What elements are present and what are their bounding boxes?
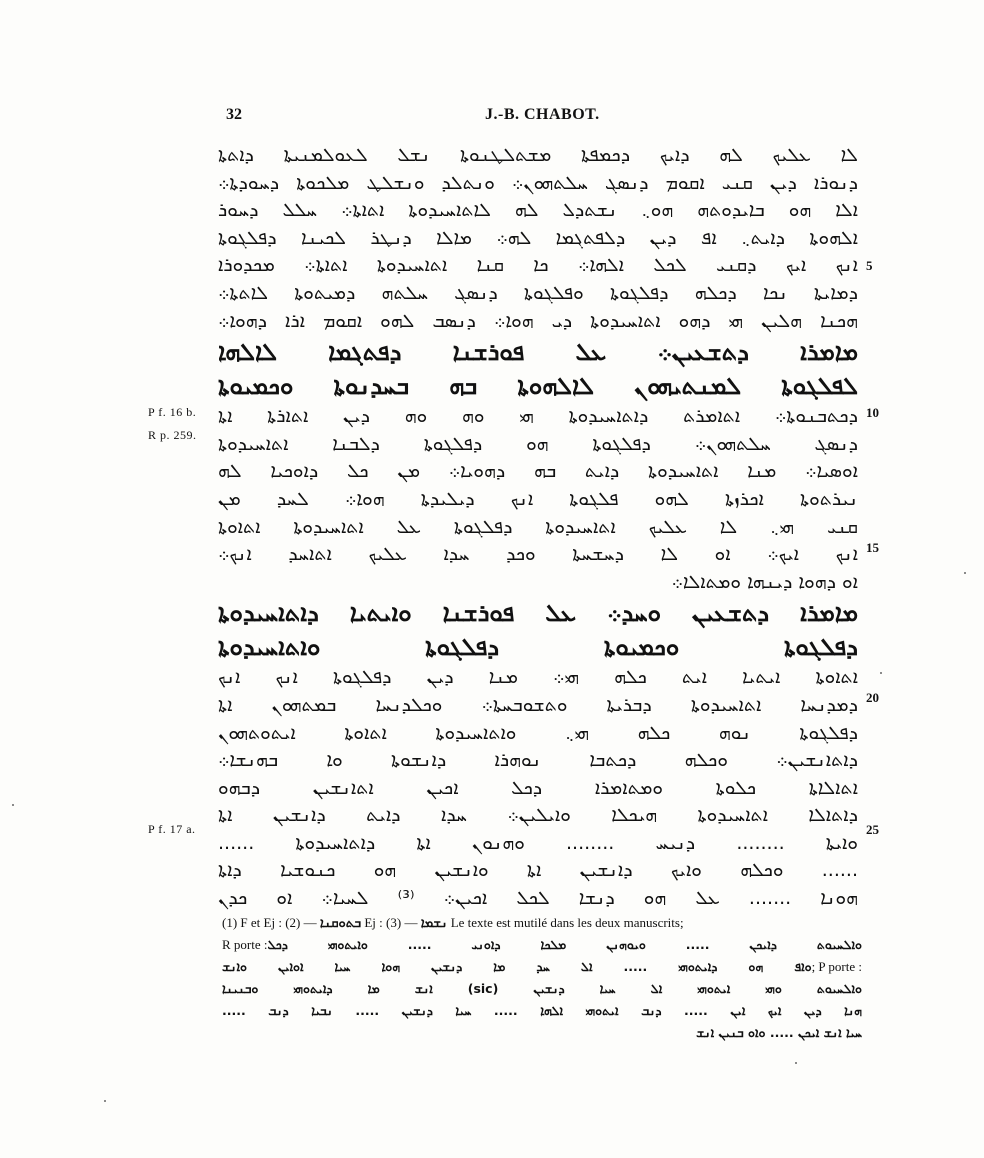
syriac-text-block <box>218 142 858 913</box>
footnote-variant: ܒܬܘܩܢܐ <box>319 916 362 931</box>
footnote-line <box>222 912 862 934</box>
margin-note: P f. 16 b. <box>148 405 197 419</box>
chapter-heading-line: ܠܦܠܓܘܬܐ ܠܡܢܬܝܗܘܢ ܠܐܠܗܘܬܐ ܒܗ ܒܚܕܢܘܬܐ ܘܟܡܝܘܬܐ <box>218 372 858 401</box>
text-line: ܐܠܗܘܬܐ ܕܐܝܬ܆ ܐܦ ܕܝܢ ܕܠܦܬܓܡܐ ܠܗ܀ ܡܐܠܐ ܕܢܛܪ ܠܟܝܢܐ ܕܦܠܓܘܬܐ <box>218 226 858 249</box>
text-line: ܐܬܐܠܐܬܐ ܟܠܘܬܐ ܘܡܬܐܡܪܐ ܕܟܠ ܐܟܝܢ ܐܬܐܢܫܝܢ ܕܒܗܘ <box>218 776 858 799</box>
footnote-variant: ܗܢܐ ܕܝܢ ܐܝܟ ܐܝܢ ..... ܕܢܒ ܐܝܬܘܗܝ ܐܠܗܐ ..... ܚܝܐ ܕܢܫܝܢ ..... ܢܒܝܐ ܕܢܒ ..... <box>222 1003 862 1018</box>
margin-note: P f. 17 a. <box>148 822 196 836</box>
text-line: ܠܐ ܥܠܝܟ ܠܗ ܕܐܝܟ ܕܟܡܦܬܐ ܡܫܬܠܛܢܘܬܐ ܢܫܠ ܠܥܘܠܡܢܝܬܐ ܕܐܬܬܐ <box>218 144 858 166</box>
scan-speck <box>104 1100 106 1102</box>
text-line: ܘܐܝܬܐ ........ ܕܢܝܚ ........ ܘܗܢܘܢ ܐܬܐ ܕܐܬܐܚܝܕܘܬܐ ...... <box>218 831 858 854</box>
text-line: ...... ܘܟܠܗ ܘܐܝܟ ܕܐܢܫܝܢ ܐܬܐ ܘܐܢܫܝܢ ܗܘ ܟܢܘܫܝܐ ܕܐܬܐ <box>218 859 858 882</box>
text-line: ܐܘ ܕܗܘܐ ܕܝܢܗܐ ܘܡܬܐܠܐ܀ <box>671 570 858 593</box>
line-number: 25 <box>866 822 879 837</box>
footnote-variant: ܚܝܐ ܐܢܫ ܐܝܟܢ ..... ܘܐܘ ܒܢܝܢ ܐܢܫ <box>696 1025 862 1040</box>
text-line: ܐܬܐܘܬܐ ܐܝܬܝܐ ܐܝܬ ܟܠܗ ܗܝ܀ ܡܢܐ ܕܝܢ ܕܦܠܓܘܬܐ ܐܢܟ ܐܢܟ <box>218 666 858 689</box>
footnote-variant: ܘܐܠܚܝܘܬ ܘܗܝ ܐܝܬܘܗܝ ܐܠ ܚܝܐ ܕܢܫܝܢ (sic) ܐܢܫ ܡܐ ܕܐܝܬܘܗܝ ܘܒܢܝܢܐ <box>222 981 862 996</box>
chapter-heading-line: ܡܐܡܪܐ ܕܬܫܥܝܢ܀ ܥܠ ܦܘܪܫܢܐ ܕܦܬܓܡܐ ܠܐܠܗܐ <box>218 338 858 367</box>
footnote-text: — (3) Le texte est mutilé dans les deux manuscrits; <box>386 915 684 930</box>
text-line: ܕܢܘܪܐ ܕܝܢ ܩܢܝ ܐܩܘܡ ܕܢܣܓ ܚܠܬܗܘܢ܀ ܘܢܬܠܕ ܘܢܫܠܛ ܡܠܟܘܬܐ ܕܚܘܕܬܐ܀ <box>218 171 858 194</box>
running-head: J.-B. CHABOT. <box>485 106 600 123</box>
text-line: ܕܡܕܢܚܐ ܐܬܐܚܝܕܘܬܐ ܕܒܪܝܬܐ ܘܬܫܘܒܚܬܐ܀ ܘܟܠܕܢܚܐ ܒܡܬܗܘܢ ܐܬܐ <box>218 693 858 716</box>
footnote-text: R porte : <box>222 937 268 952</box>
text-line: ܐܘܣܝܐ܀ ܡܢܐ ܐܬܐܚܝܕܘܬܐ ܕܐܝܬ ܒܗ ܕܗܘܝܐ܀ ܡܢ ܟܠ ܕܐܘܟܝܐ ܠܗ <box>218 460 858 483</box>
text-line: ܐܠܐ ܗܘ ܒܐܝܕܘܬܗ ܗܘ܆ ܢܫܬܕܠ ܠܗ ܠܐܬܐܚܝܕܘܬܐ ܐܬܐܬܐ܀ ܚܠܠ ܕܚܘܪ <box>218 199 858 222</box>
page-header <box>0 106 984 128</box>
text-line: ܢܝܪܬܘܬܐ ܐܟܪܙܬܐ ܠܗܘ ܦܠܓܘܬܐ ܐܢܟ ܕܝܠܝܕܬܐ ܗܘܐ܀ ܠܚܕ ܡܢ <box>218 487 858 510</box>
text-line: ܩܢܝ ܗܝ܆ ܠܐ ܥܠܝܟ ܐܬܐܚܝܕܘܬܐ ܕܦܠܓܘܬܐ ܥܠ ܐܬܐܚܝܕܘܬܐ ܐܬܐܘܬܐ <box>218 515 858 538</box>
line-number: 15 <box>866 540 879 555</box>
text-line: ܕܢܣܓ ܚܠܬܗܘܢ܀ ܕܦܠܓܘܬܐ ܗܘ ܕܦܠܓܘܬܐ ܕܠܒܢܐ ܐܬܐܚܝܕܘܬܐ <box>218 432 858 455</box>
footnote-text: (1) F et Ej : <box>222 915 286 930</box>
margin-note: R p. 259. <box>148 428 197 442</box>
footnotes <box>222 912 862 1044</box>
text-line: ܐܢܟ ܐܝܟ܀ ܐܘ ܠܐ ܕܚܫܚܬܐ ܘܟܕ ܚܕܐ ܥܠܝܟ ܐܬܐܚܕ ܐܢܟ܀ <box>218 543 858 566</box>
text-line: ܕܦܠܓܘܬܐ ܢܘܗ ܟܠܗ ܗܝ܆ ܘܐܬܐܚܝܕܘܬܐ ܐܬܐܘܬܐ ܐܝܬܘܬܗܘܢ <box>218 721 858 744</box>
line-number: 10 <box>866 405 879 420</box>
scan-speck <box>795 1062 797 1064</box>
text-line: ܕܟܬܒܢܘܬܐ܀ ܐܬܐܡܪܬ ܕܐܬܐܚܝܕܘܬܐ ܗܝ ܘܗ ܘܗ ܕܝܢ ܐܬܐܪܬܐ ܐܬܐ <box>218 405 858 428</box>
footnote-variant: ܘܐܦ ܗܘ ܕܐܝܬܘܗܝ ..... ܐܠ ܚܕ ܡܐ ܕܢܫܝܢ ܗܘܐ ܚܝܐ ܐܘܐܝܢ ܘܐܢܫ <box>222 959 812 974</box>
chapter-heading-line: ܡܐܡܪܐ ܕܬܫܥܝܢ ܘܚܕ܀ ܥܠ ܦܘܪܫܢܐ ܘܐܝܬܝܐ ܕܐܬܐܚܝܕܘܬܐ <box>218 599 858 628</box>
footnote-variant: ܢܫܡܐ <box>420 916 448 931</box>
text-line: ܗܘܢܐ ....... ܥܠ ܗܘ ܕܢܫܐ ܠܟܠ ܐܟܝܢ܀ ⁽³⁾ ܠܚܝܐ܀ ܐܘ ܟܕܢ <box>218 887 858 910</box>
text-line: ܗܟܢܐ ܗܠܝܢ ܗܝ ܕܗܘ ܐܬܐܚܝܕܘܬܐ ܕܝ ܗܘܐ܀ ܕܢܣܒ ܠܗܘ ܐܩܘܡ ܐܪܐ ܕܗܘܐ܀ <box>218 309 858 332</box>
footnote-variant: ܘܐܠܚܝܘܬ ܕܐܝܟܢ ..... ܘܝܘܗܢܢ ܡܠܟܐ ܕܐܘܢܝ ..... ܘܐܝܬܘܗܝ ܕܟܠ <box>267 937 862 952</box>
line-number: 20 <box>866 690 879 705</box>
footnote-text: ; P porte : <box>811 959 862 974</box>
text-line: ܕܐܬܐܠܐ ܐܬܐܚܝܕܘܬܐ ܗܝܟܠܐ ܘܐܝܠܝܢ܀ ܚܕܐ ܕܐܝܬ ܕܐܢܫܝܢ ܐܬܐ <box>218 804 858 827</box>
chapter-heading-line: ܕܦܠܓܘܬܐ ܘܟܡܝܘܬܐ ܕܦܠܓܘܬܐ ܘܐܬܐܚܝܕܘܬܐ <box>218 633 858 662</box>
line-number: 5 <box>866 258 873 273</box>
scan-speck <box>12 804 14 806</box>
text-line: ܕܐܬܐܢܫܝܢ܀ ܘܟܠܗ ܕܟܬܒܐ ܢܘܗܪܐ ܕܐܢܫܘܬܐ ܘܐ ܒܗܢܫܐ܀ <box>218 749 858 772</box>
text-line: ܐܢܟ ܐܝܟ ܕܩܢܝ ܠܟܠ ܐܠܗܐ܀ ܟܐ ܩܢܐ ܐܬܐܚܝܕܘܬܐ ܐܬܐܬܐ܀ ܡܟܕܘܪܐ <box>218 254 858 277</box>
footnote-text: — (2) Ej : <box>285 915 387 930</box>
scan-speck <box>964 572 966 574</box>
footnote-line <box>222 934 862 956</box>
page-number: 32 <box>226 106 242 123</box>
footnote-line <box>222 956 862 978</box>
text-line: ܕܡܐܝܬܐ ܢܟܐ ܕܟܠܗ ܕܦܠܓܘܬܐ ܘܦܠܓܘܬܐ ܕܢܣܓ ܚܠܬܗ ܕܡܝܬܘܬܐ ܠܐܬܬܐ܀ <box>218 281 858 304</box>
scan-speck <box>880 672 882 674</box>
